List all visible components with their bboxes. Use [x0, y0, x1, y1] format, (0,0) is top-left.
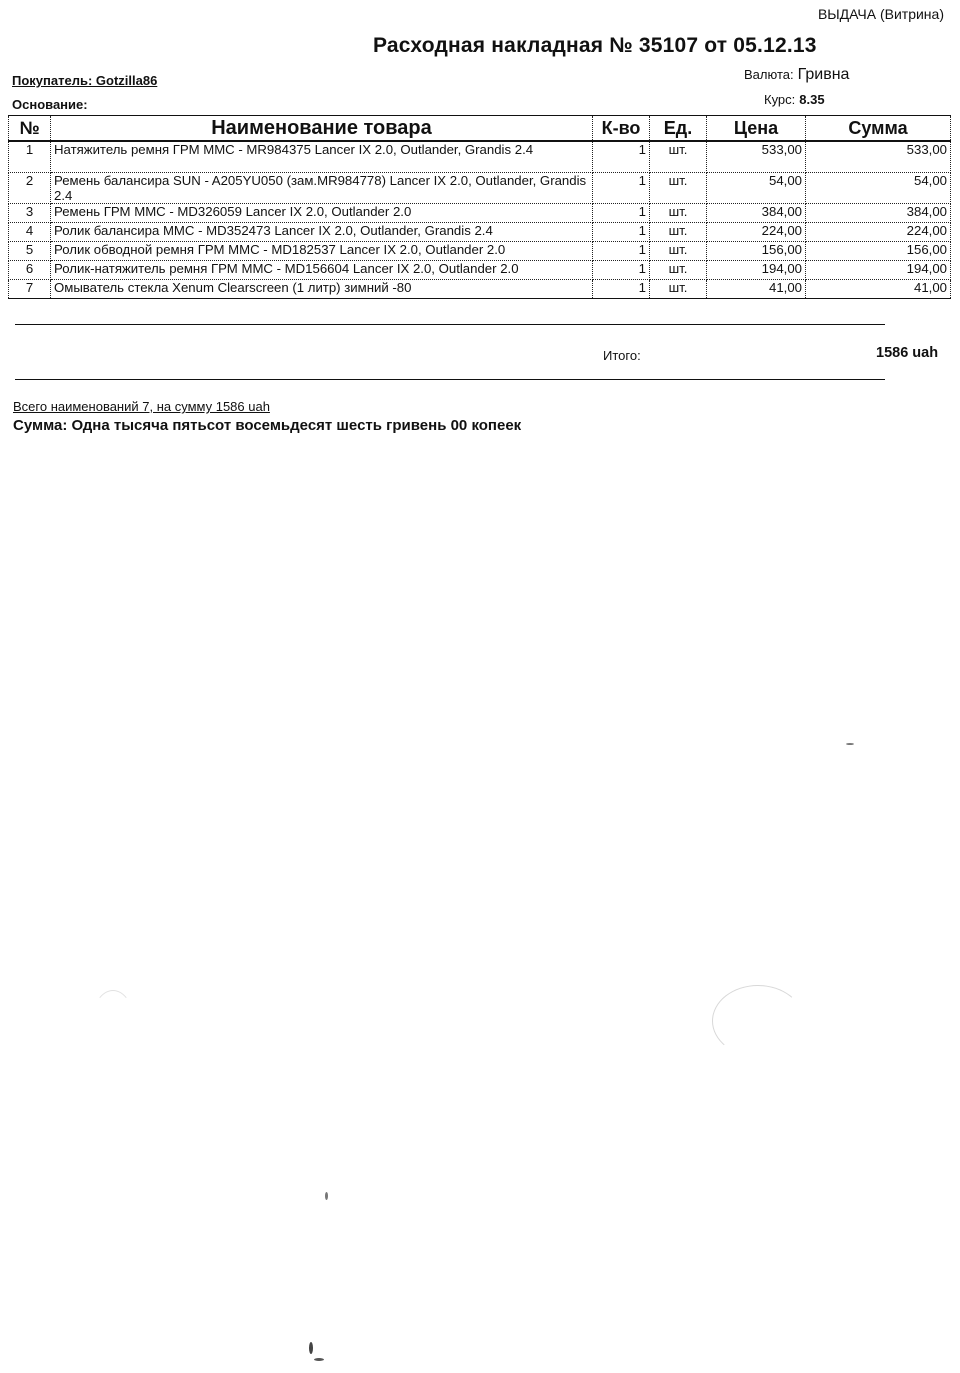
table-row: [9, 141, 951, 173]
currency: [744, 66, 849, 84]
item-sum: 384,00: [806, 204, 951, 223]
item-name: Ролик балансира MMC - MD352473 Lancer IX 2.0, Outlander, Grandis 2.4: [51, 223, 593, 242]
item-price: 533,00: [707, 141, 806, 173]
item-name: Ролик обводной ремня ГРМ MMC - MD182537 Lancer IX 2.0, Outlander 2.0: [51, 242, 593, 261]
column-header: К-во: [593, 116, 650, 142]
row-number: 5: [9, 242, 51, 261]
table-row: [9, 173, 951, 204]
item-unit: шт.: [650, 242, 707, 261]
column-header: Сумма: [806, 116, 951, 142]
currency-value: Гривна: [797, 66, 850, 83]
item-sum: 54,00: [806, 173, 951, 204]
column-header: №: [9, 116, 51, 142]
item-qty: 1: [593, 141, 650, 173]
item-unit: шт.: [650, 173, 707, 204]
item-qty: 1: [593, 173, 650, 204]
item-qty: 1: [593, 204, 650, 223]
document-title: [373, 34, 823, 58]
divider: [15, 324, 885, 325]
table-row: [9, 261, 951, 280]
item-qty: 1: [593, 261, 650, 280]
item-sum: 41,00: [806, 280, 951, 299]
table-row: [9, 204, 951, 223]
item-price: 224,00: [707, 223, 806, 242]
table-row: [9, 280, 951, 299]
column-header: Ед.: [650, 116, 707, 142]
item-name: Ремень ГРМ MMC - MD326059 Lancer IX 2.0, Outlander 2.0: [51, 204, 593, 223]
buyer: Покупатель: Gotzilla86: [12, 73, 158, 88]
item-sum: 224,00: [806, 223, 951, 242]
rate-value: 8.35: [799, 92, 825, 107]
document-number: № 35107: [609, 34, 699, 57]
item-unit: шт.: [650, 261, 707, 280]
item-name: Ремень балансира SUN - A205YU050 (зам.MR984778) Lancer IX 2.0, Outlander, Grandis 2.4: [51, 173, 593, 204]
paper-fold-mark: [712, 985, 804, 1057]
item-sum: 194,00: [806, 261, 951, 280]
item-qty: 1: [593, 223, 650, 242]
currency-label: Валюта:: [744, 67, 794, 82]
item-price: 194,00: [707, 261, 806, 280]
item-unit: шт.: [650, 204, 707, 223]
scan-speck: [325, 1192, 328, 1200]
item-sum: 533,00: [806, 141, 951, 173]
row-number: 7: [9, 280, 51, 299]
table-row: [9, 242, 951, 261]
row-number: 2: [9, 173, 51, 204]
divider: [15, 379, 885, 380]
item-name: Ролик-натяжитель ремня ГРМ MMC - MD156604 Lancer IX 2.0, Outlander 2.0: [51, 261, 593, 280]
total-value: 1586 uah: [876, 345, 939, 361]
document-date: от 05.12.13: [704, 34, 817, 57]
paper-fold-mark: [92, 990, 134, 1052]
item-unit: шт.: [650, 280, 707, 299]
basis-label: Основание:: [12, 97, 88, 112]
column-header: Наименование товара: [51, 116, 593, 142]
item-name: Омыватель стекла Xenum Clearscreen (1 литр) зимний -80: [51, 280, 593, 299]
items-table: [8, 115, 951, 299]
table-row: [9, 223, 951, 242]
item-price: 54,00: [707, 173, 806, 204]
title-prefix: Расходная накладная: [373, 34, 604, 57]
total-label: Итого:: [603, 348, 641, 363]
item-qty: 1: [593, 242, 650, 261]
issue-type: ВЫДАЧА (Витрина): [817, 6, 944, 22]
row-number: 3: [9, 204, 51, 223]
item-price: 41,00: [707, 280, 806, 299]
column-header: Цена: [707, 116, 806, 142]
row-number: 6: [9, 261, 51, 280]
item-unit: шт.: [650, 223, 707, 242]
row-number: 1: [9, 141, 51, 173]
row-number: 4: [9, 223, 51, 242]
amount-in-words: Сумма: Одна тысяча пятьсот восемьдесят шесть гривень 00 копеек: [13, 417, 522, 434]
item-price: 156,00: [707, 242, 806, 261]
item-price: 384,00: [707, 204, 806, 223]
table-header: [9, 116, 951, 142]
item-unit: шт.: [650, 141, 707, 173]
items-count-summary: Всего наименований 7, на сумму 1586 uah: [13, 399, 270, 414]
scan-speck: [846, 743, 854, 745]
item-name: Натяжитель ремня ГРМ MMC - MR984375 Lancer IX 2.0, Outlander, Grandis 2.4: [51, 141, 593, 173]
rate-label: Курс:: [764, 92, 796, 107]
scan-speck: [314, 1358, 324, 1361]
item-sum: 156,00: [806, 242, 951, 261]
item-qty: 1: [593, 280, 650, 299]
scan-speck: [309, 1342, 313, 1354]
exchange-rate: [764, 92, 825, 107]
